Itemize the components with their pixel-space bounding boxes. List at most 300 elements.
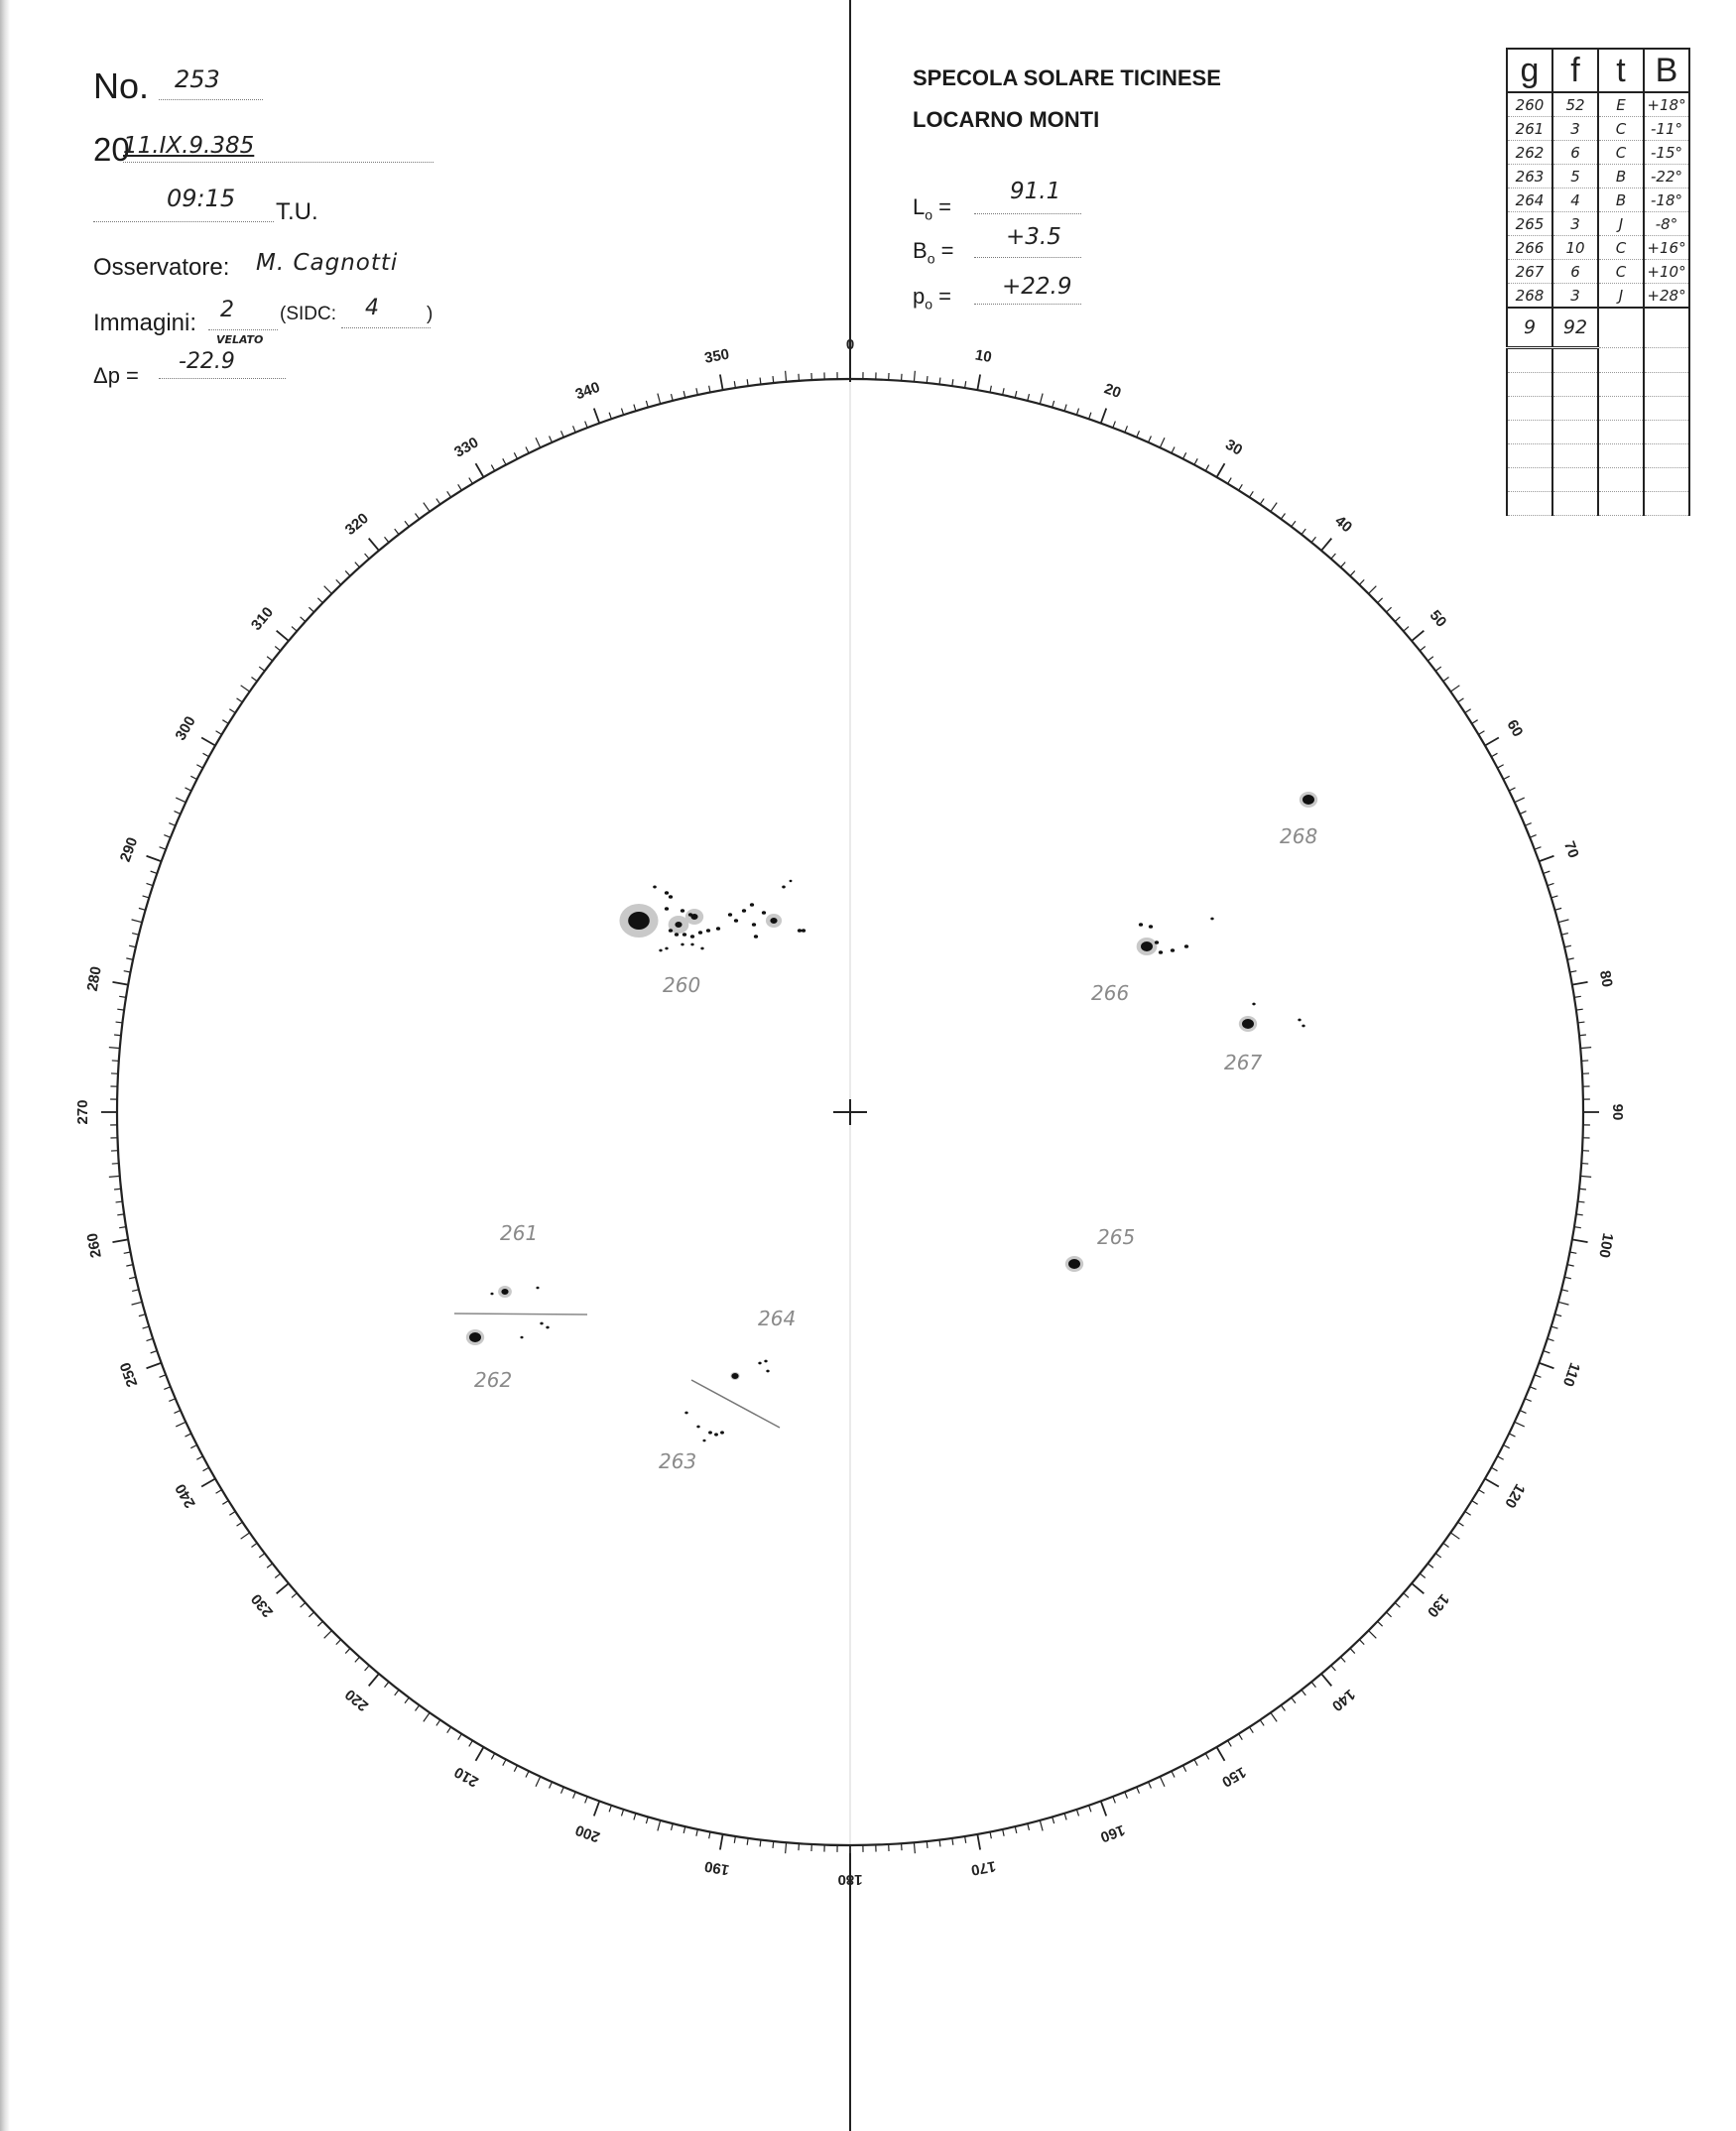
angle-tick bbox=[720, 374, 723, 390]
spot-264-small bbox=[758, 1362, 761, 1365]
umbra bbox=[681, 909, 684, 913]
angle-tick bbox=[1564, 1277, 1571, 1279]
bo-value: +3.5 bbox=[1006, 224, 1061, 250]
angle-tick bbox=[1576, 1009, 1583, 1010]
angle-tick bbox=[1574, 996, 1581, 997]
umbra bbox=[766, 1370, 769, 1373]
umbra bbox=[754, 935, 758, 939]
angle-tick bbox=[147, 856, 162, 861]
number-label: No. bbox=[93, 65, 150, 106]
angle-tick bbox=[1572, 1239, 1588, 1242]
angle-tick bbox=[1205, 1753, 1208, 1759]
cell-t: C bbox=[1598, 236, 1644, 260]
spot-260-small bbox=[802, 929, 806, 933]
angle-tick bbox=[1369, 1631, 1377, 1639]
angle-tick bbox=[1412, 1583, 1424, 1593]
angle-label: 350 bbox=[702, 345, 731, 367]
spot-264-small bbox=[766, 1370, 769, 1373]
angle-tick bbox=[132, 1302, 143, 1305]
angle-tick bbox=[634, 405, 636, 412]
angle-tick bbox=[609, 413, 611, 420]
cell-t: C bbox=[1598, 141, 1644, 165]
angle-tick bbox=[132, 920, 143, 923]
angle-label: 320 bbox=[341, 509, 372, 539]
angle-tick bbox=[185, 1434, 190, 1437]
angle-tick bbox=[1478, 731, 1484, 735]
group-label-268: 268 bbox=[1280, 824, 1318, 848]
spot-260-small bbox=[782, 886, 786, 889]
angle-tick bbox=[216, 731, 222, 735]
spot-260-small bbox=[690, 935, 694, 939]
angle-tick bbox=[1271, 503, 1277, 512]
spot-260-small bbox=[698, 931, 702, 935]
angle-tick bbox=[201, 738, 215, 746]
spot-266-small bbox=[1155, 940, 1159, 944]
spot-260-small bbox=[669, 895, 673, 899]
cell-t: C bbox=[1598, 117, 1644, 141]
angle-tick bbox=[786, 1842, 787, 1853]
spot-260-small bbox=[790, 880, 793, 882]
angle-tick bbox=[1281, 1705, 1285, 1711]
angle-label: 330 bbox=[451, 434, 482, 461]
angle-tick bbox=[585, 1797, 588, 1804]
angle-tick bbox=[658, 394, 661, 405]
angle-tick bbox=[458, 484, 462, 490]
spot-260-small bbox=[665, 947, 668, 950]
angle-tick bbox=[720, 1834, 723, 1850]
angle-tick bbox=[132, 934, 139, 936]
group-label-263: 263 bbox=[659, 1449, 697, 1473]
angle-tick bbox=[1089, 1806, 1091, 1813]
cell-b: +28° bbox=[1644, 284, 1689, 309]
group-261-axis-line bbox=[454, 1314, 587, 1315]
angle-label: 310 bbox=[247, 603, 277, 634]
umbra bbox=[1252, 1003, 1255, 1006]
header-f: f bbox=[1552, 49, 1598, 92]
angle-tick bbox=[1577, 1201, 1584, 1202]
spot-261-leader bbox=[498, 1286, 512, 1298]
umbra bbox=[546, 1326, 549, 1329]
angle-tick bbox=[1113, 1797, 1116, 1804]
angle-tick bbox=[786, 371, 787, 382]
angle-tick bbox=[109, 1048, 120, 1049]
angle-tick bbox=[965, 381, 966, 388]
angle-tick bbox=[561, 1787, 564, 1793]
angle-tick bbox=[1228, 478, 1232, 484]
angle-tick bbox=[416, 513, 420, 519]
umbra bbox=[653, 886, 657, 889]
umbra bbox=[1302, 795, 1314, 805]
spot-263-small bbox=[720, 1431, 724, 1434]
angle-tick bbox=[317, 1621, 322, 1626]
angle-tick bbox=[190, 776, 196, 779]
angle-tick bbox=[190, 1444, 196, 1447]
angle-tick bbox=[561, 431, 564, 437]
cell-t: B bbox=[1598, 188, 1644, 212]
angle-label: 150 bbox=[1218, 1763, 1249, 1791]
angle-tick bbox=[1359, 579, 1364, 584]
angle-tick bbox=[147, 1363, 162, 1368]
umbra bbox=[490, 1293, 493, 1296]
angle-tick bbox=[1485, 738, 1499, 746]
angle-tick bbox=[1443, 678, 1449, 682]
angle-label: 70 bbox=[1560, 838, 1582, 861]
angle-tick bbox=[1427, 1564, 1433, 1567]
angle-tick bbox=[927, 376, 928, 383]
dp-label: Δp = bbox=[93, 363, 139, 388]
angle-tick bbox=[1535, 847, 1542, 850]
umbra bbox=[1210, 918, 1213, 921]
angle-tick bbox=[355, 1657, 360, 1662]
angle-tick bbox=[1525, 823, 1531, 826]
spot-261-small bbox=[490, 1293, 493, 1296]
angle-tick bbox=[169, 823, 175, 826]
umbra bbox=[665, 947, 668, 950]
cell-g: 260 bbox=[1507, 92, 1552, 117]
angle-label: 280 bbox=[83, 964, 105, 993]
cell-b: -18° bbox=[1644, 188, 1689, 212]
spot-263-small bbox=[714, 1433, 718, 1436]
cell-b: +10° bbox=[1644, 260, 1689, 284]
angle-tick bbox=[1172, 446, 1175, 452]
angle-label: 180 bbox=[837, 1871, 863, 1889]
angle-tick bbox=[1564, 945, 1571, 947]
angle-tick bbox=[1331, 1666, 1336, 1671]
angle-tick bbox=[1435, 1554, 1441, 1558]
umbra bbox=[665, 907, 669, 911]
angle-tick bbox=[1089, 413, 1091, 420]
spot-267-small bbox=[1252, 1003, 1255, 1006]
angle-tick bbox=[1350, 570, 1355, 575]
angle-tick bbox=[132, 1290, 139, 1292]
angle-tick bbox=[1302, 1690, 1305, 1695]
angle-tick bbox=[1567, 958, 1574, 959]
angle-tick bbox=[369, 1674, 379, 1686]
angle-tick bbox=[424, 1712, 430, 1721]
spot-267-small bbox=[1298, 1019, 1301, 1022]
angle-label: 170 bbox=[969, 1857, 998, 1879]
angle-tick bbox=[672, 1823, 674, 1830]
angle-tick bbox=[458, 1734, 462, 1740]
spot-266-small bbox=[1184, 944, 1188, 948]
angle-tick bbox=[385, 537, 389, 542]
angle-tick bbox=[1548, 883, 1554, 885]
angle-tick bbox=[1544, 871, 1550, 873]
time-unit: T.U. bbox=[276, 198, 318, 225]
angle-tick bbox=[709, 386, 710, 393]
umbra bbox=[1139, 923, 1143, 927]
angle-tick bbox=[1302, 529, 1305, 535]
angle-tick bbox=[573, 426, 576, 432]
umbra bbox=[696, 1426, 699, 1429]
angle-tick bbox=[1450, 686, 1459, 691]
angle-label: 340 bbox=[572, 378, 603, 404]
angle-tick bbox=[1260, 499, 1264, 505]
angle-tick bbox=[277, 1583, 289, 1593]
spot-264-small bbox=[764, 1360, 767, 1363]
angle-tick bbox=[773, 376, 774, 383]
cell-g: 263 bbox=[1507, 165, 1552, 188]
umbra bbox=[1302, 1025, 1304, 1028]
angle-tick bbox=[309, 607, 313, 612]
observer-label: Osservatore: bbox=[93, 254, 230, 281]
cell-t: J bbox=[1598, 284, 1644, 309]
angle-label: 20 bbox=[1101, 380, 1124, 402]
angle-tick bbox=[1412, 631, 1424, 641]
angle-tick bbox=[977, 374, 980, 390]
angle-tick bbox=[237, 698, 243, 702]
angle-tick bbox=[277, 631, 289, 641]
spot-260-small bbox=[798, 929, 802, 933]
angle-label: 40 bbox=[1331, 512, 1356, 537]
angle-tick bbox=[324, 1631, 332, 1639]
angle-label: 160 bbox=[1097, 1820, 1128, 1846]
umbra bbox=[1141, 941, 1153, 951]
total-groups: 9 bbox=[1507, 308, 1552, 348]
angle-tick bbox=[952, 1838, 953, 1845]
angle-tick bbox=[365, 554, 370, 559]
group-label-260: 260 bbox=[663, 973, 701, 997]
cell-t: E bbox=[1598, 92, 1644, 117]
angle-tick bbox=[114, 1035, 121, 1036]
angle-tick bbox=[491, 465, 494, 471]
angle-tick bbox=[1015, 1826, 1017, 1833]
cell-g: 265 bbox=[1507, 212, 1552, 236]
angle-tick bbox=[760, 1839, 761, 1846]
observatory-name: SPECOLA SOLARE TICINESE bbox=[913, 65, 1221, 90]
angle-tick bbox=[734, 1836, 735, 1843]
angle-tick bbox=[169, 1399, 175, 1402]
spot-266-small bbox=[1210, 918, 1213, 921]
angle-tick bbox=[683, 391, 685, 398]
spot-268-leader bbox=[1300, 792, 1317, 808]
angle-tick bbox=[1217, 463, 1225, 477]
angle-label: 230 bbox=[247, 1590, 277, 1621]
spot-265-leader bbox=[1065, 1256, 1083, 1272]
angle-tick bbox=[1569, 971, 1576, 972]
umbra bbox=[734, 919, 738, 923]
angle-tick bbox=[196, 765, 202, 768]
umbra bbox=[690, 935, 694, 939]
angle-tick bbox=[129, 945, 136, 947]
umbra bbox=[708, 1431, 712, 1434]
angle-tick bbox=[160, 1375, 167, 1378]
cell-f: 10 bbox=[1552, 236, 1598, 260]
cell-b: -8° bbox=[1644, 212, 1689, 236]
angle-tick bbox=[1491, 1467, 1497, 1470]
angle-tick bbox=[1064, 405, 1066, 412]
umbra bbox=[1242, 1019, 1254, 1029]
angle-tick bbox=[436, 1720, 440, 1726]
angle-tick bbox=[952, 379, 953, 386]
spot-260-small bbox=[669, 929, 673, 933]
umbra bbox=[758, 1362, 761, 1365]
time-value: 09:15 bbox=[167, 185, 236, 212]
group-label-267: 267 bbox=[1224, 1051, 1263, 1074]
angle-tick bbox=[369, 539, 379, 551]
spot-260-leader bbox=[619, 904, 658, 938]
angle-tick bbox=[585, 422, 588, 429]
angle-tick bbox=[301, 1602, 306, 1607]
angle-tick bbox=[1503, 1444, 1509, 1447]
angle-tick bbox=[237, 1522, 243, 1526]
angle-tick bbox=[336, 579, 341, 584]
angle-tick bbox=[203, 753, 209, 756]
spot-260-small bbox=[690, 943, 693, 946]
angle-tick bbox=[1472, 1501, 1478, 1505]
angle-tick bbox=[1530, 1387, 1536, 1390]
angle-tick bbox=[1369, 586, 1377, 594]
angle-tick bbox=[1015, 391, 1017, 398]
angle-label: 290 bbox=[116, 834, 142, 865]
spot-262-small bbox=[540, 1322, 543, 1325]
angle-tick bbox=[201, 1479, 215, 1487]
angle-tick bbox=[683, 1826, 685, 1833]
spot-262-small bbox=[520, 1336, 523, 1339]
angle-tick bbox=[116, 1201, 123, 1202]
angle-tick bbox=[164, 835, 170, 838]
angle-tick bbox=[1137, 1787, 1140, 1793]
spot-260-small bbox=[681, 943, 683, 946]
angle-tick bbox=[1579, 1189, 1586, 1190]
cell-t: J bbox=[1598, 212, 1644, 236]
angle-tick bbox=[1160, 438, 1165, 447]
spot-262-small bbox=[546, 1326, 549, 1329]
angle-tick bbox=[385, 1682, 389, 1687]
angle-tick bbox=[1576, 1214, 1583, 1215]
spot-260-small bbox=[762, 911, 766, 915]
spot-260-small bbox=[752, 923, 756, 927]
angle-label: 60 bbox=[1503, 716, 1527, 740]
angle-tick bbox=[939, 1839, 940, 1846]
umbra bbox=[684, 1412, 687, 1415]
angle-tick bbox=[1569, 1252, 1576, 1253]
group-labels bbox=[474, 824, 1317, 1473]
angle-tick bbox=[1172, 1771, 1175, 1777]
angle-tick bbox=[114, 1189, 121, 1190]
angle-tick bbox=[1125, 1792, 1128, 1798]
angle-tick bbox=[550, 436, 553, 441]
spot-260 bbox=[685, 909, 703, 925]
header-t: t bbox=[1598, 49, 1644, 92]
angle-tick bbox=[1149, 1782, 1152, 1788]
observer-value: M. Cagnotti bbox=[256, 250, 399, 276]
angle-tick bbox=[275, 1573, 280, 1577]
angle-tick bbox=[634, 1814, 636, 1820]
angle-tick bbox=[1580, 1176, 1591, 1177]
angle-label: 300 bbox=[172, 713, 199, 744]
angle-tick bbox=[1450, 1533, 1459, 1539]
angle-tick bbox=[1137, 431, 1140, 437]
spot-260-small bbox=[728, 913, 732, 917]
angle-tick bbox=[1443, 1543, 1449, 1547]
angle-tick bbox=[1554, 908, 1561, 910]
umbra bbox=[675, 922, 682, 928]
angle-tick bbox=[216, 1490, 222, 1494]
cell-b: -22° bbox=[1644, 165, 1689, 188]
umbra bbox=[782, 886, 786, 889]
angle-tick bbox=[1125, 426, 1128, 432]
angle-tick bbox=[126, 1265, 133, 1266]
angle-tick bbox=[1515, 798, 1525, 803]
angle-tick bbox=[1205, 465, 1208, 471]
angle-tick bbox=[469, 1740, 473, 1746]
angle-tick bbox=[621, 1810, 623, 1817]
angle-tick bbox=[129, 1277, 136, 1279]
angle-tick bbox=[646, 401, 648, 408]
angle-tick bbox=[1551, 896, 1558, 898]
cell-t: B bbox=[1598, 165, 1644, 188]
spot-266-small bbox=[1149, 925, 1153, 929]
group-263-axis-line bbox=[691, 1380, 780, 1428]
angle-tick bbox=[151, 871, 158, 873]
angle-tick bbox=[1386, 607, 1391, 612]
group-label-262: 262 bbox=[474, 1368, 513, 1392]
angle-tick bbox=[126, 958, 133, 959]
cell-f: 52 bbox=[1552, 92, 1598, 117]
year-prefix: 20 bbox=[93, 131, 130, 168]
angle-tick bbox=[292, 1593, 297, 1598]
angle-tick bbox=[573, 1792, 576, 1798]
angle-tick bbox=[1558, 920, 1569, 923]
angle-tick bbox=[1491, 753, 1497, 756]
angle-tick bbox=[1194, 458, 1197, 464]
angle-tick bbox=[1340, 1657, 1345, 1662]
umbra bbox=[1155, 940, 1159, 944]
umbra bbox=[1171, 948, 1175, 952]
angle-tick bbox=[1503, 776, 1509, 779]
angle-tick bbox=[1359, 1640, 1364, 1645]
cell-g: 261 bbox=[1507, 117, 1552, 141]
number-value: 253 bbox=[175, 65, 220, 93]
angle-tick bbox=[550, 1782, 553, 1788]
angle-tick bbox=[355, 563, 360, 567]
images-value: 2 bbox=[220, 298, 234, 322]
spot-260-small bbox=[706, 929, 710, 933]
angle-tick bbox=[176, 798, 186, 803]
cell-b: +18° bbox=[1644, 92, 1689, 117]
umbra bbox=[702, 1440, 705, 1442]
umbra bbox=[700, 947, 703, 950]
umbra bbox=[1149, 925, 1153, 929]
angle-label: 120 bbox=[1501, 1480, 1529, 1511]
angle-tick bbox=[1292, 1697, 1296, 1703]
spot-263-small bbox=[696, 1426, 699, 1429]
umbra bbox=[762, 911, 766, 915]
angle-tick bbox=[1497, 1456, 1503, 1459]
umbra bbox=[728, 913, 732, 917]
angle-tick bbox=[164, 1387, 170, 1390]
angle-tick bbox=[112, 982, 128, 985]
angle-tick bbox=[1525, 1399, 1531, 1402]
umbra bbox=[669, 895, 673, 899]
umbra bbox=[698, 931, 702, 935]
header-b: B bbox=[1644, 49, 1689, 92]
angle-tick bbox=[447, 1727, 451, 1733]
spot-266-small bbox=[1159, 950, 1163, 954]
group-label-261: 261 bbox=[500, 1221, 539, 1245]
spot-261-small bbox=[536, 1287, 539, 1290]
umbra bbox=[681, 943, 683, 946]
angle-tick bbox=[1420, 647, 1425, 651]
angle-tick bbox=[1076, 1810, 1078, 1817]
umbra bbox=[520, 1336, 523, 1339]
angle-tick bbox=[436, 499, 440, 505]
umbra bbox=[802, 929, 806, 933]
spot-260 bbox=[766, 914, 782, 928]
angle-tick bbox=[176, 1422, 186, 1427]
angle-tick bbox=[696, 1829, 697, 1836]
